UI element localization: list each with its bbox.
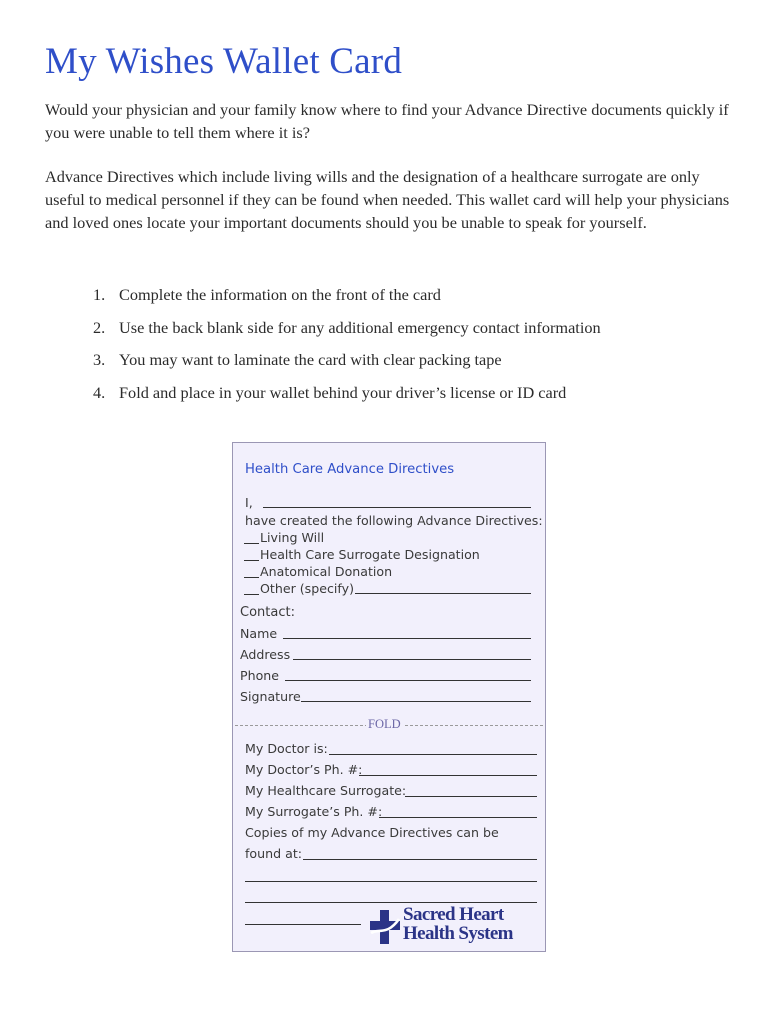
contact-address-label: Address bbox=[240, 647, 291, 662]
found-at-label: found at: bbox=[245, 846, 302, 861]
found-at-line[interactable] bbox=[303, 859, 537, 860]
logo-text: Sacred Heart Health System bbox=[403, 904, 513, 944]
living-will-checkbox[interactable] bbox=[244, 543, 259, 544]
found-at-line-2[interactable] bbox=[245, 881, 537, 882]
list-item: 2. Use the back blank side for any additional emergency contact information bbox=[93, 317, 601, 337]
surrogate-label: My Healthcare Surrogate: bbox=[245, 783, 407, 798]
option-living-will: Living Will bbox=[260, 530, 325, 545]
found-at-line-4[interactable] bbox=[245, 924, 361, 925]
contact-phone-line[interactable] bbox=[285, 680, 531, 681]
option-surrogate-designation: Health Care Surrogate Designation bbox=[260, 547, 480, 562]
surrogate-phone-line[interactable] bbox=[379, 817, 537, 818]
list-item: 4. Fold and place in your wallet behind your driver’s license or ID card bbox=[93, 382, 567, 402]
wallet-card bbox=[232, 442, 546, 952]
doctor-phone-line[interactable] bbox=[359, 775, 537, 776]
doctor-label: My Doctor is: bbox=[245, 741, 328, 756]
option-other: Other (specify) bbox=[260, 581, 354, 596]
surrogate-phone-label: My Surrogate’s Ph. #: bbox=[245, 804, 383, 819]
contact-signature-label: Signature bbox=[240, 689, 301, 704]
contact-name-line[interactable] bbox=[283, 638, 531, 639]
name-label: I, bbox=[245, 495, 253, 510]
doctor-line[interactable] bbox=[329, 754, 537, 755]
copies-label: Copies of my Advance Directives can be bbox=[245, 825, 499, 840]
card-title: Health Care Advance Directives bbox=[245, 462, 455, 477]
page-title: My Wishes Wallet Card bbox=[45, 41, 403, 82]
contact-signature-line[interactable] bbox=[301, 701, 531, 702]
created-label: have created the following Advance Directives: bbox=[245, 513, 543, 528]
sacred-heart-logo bbox=[369, 905, 541, 947]
found-at-line-3[interactable] bbox=[245, 902, 537, 903]
intro-paragraph-2: Advance Directives which include living wills and the designation of a healthcare surrogate are only useful to medical personnel if they can be found when needed. This wallet card will help your physicians and loved ones locate your important documents should you be unable to speak for yourself. bbox=[45, 167, 730, 232]
option-anatomical-donation: Anatomical Donation bbox=[260, 564, 393, 579]
fold-label: FOLD bbox=[368, 717, 401, 731]
other-specify-line[interactable] bbox=[355, 593, 531, 594]
list-item: 3. You may want to laminate the card with clear packing tape bbox=[93, 350, 502, 369]
anatomical-donation-checkbox[interactable] bbox=[244, 577, 259, 578]
surrogate-designation-checkbox[interactable] bbox=[244, 560, 259, 561]
list-item: 1. Complete the information on the front of the card bbox=[93, 285, 441, 304]
intro-paragraph-1: Would your physician and your family know where to find your Advance Directive documents quickly if you were unable to tell them where it is? bbox=[45, 100, 729, 142]
contact-address-line[interactable] bbox=[293, 659, 531, 660]
name-line[interactable] bbox=[263, 507, 531, 508]
doctor-phone-label: My Doctor’s Ph. #: bbox=[245, 762, 363, 777]
surrogate-line[interactable] bbox=[405, 796, 537, 797]
cross-logo-icon bbox=[369, 909, 401, 945]
instructions-list bbox=[93, 283, 601, 413]
contact-name-label: Name bbox=[240, 626, 278, 641]
contact-heading: Contact: bbox=[240, 605, 295, 620]
contact-phone-label: Phone bbox=[240, 668, 280, 683]
other-checkbox[interactable] bbox=[244, 594, 259, 595]
